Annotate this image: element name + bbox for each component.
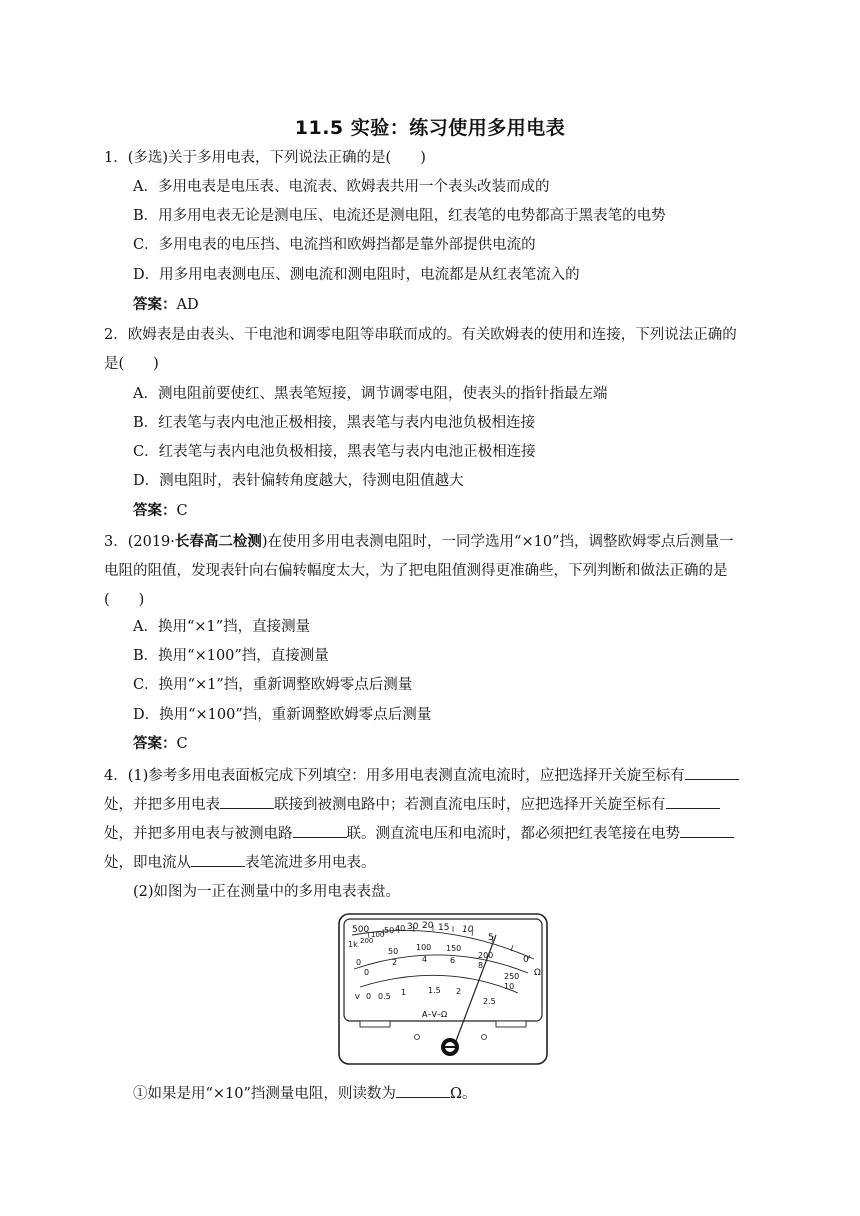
dc10-label-6: 6	[450, 956, 456, 965]
question-4-part-2: (2)如图为一正在测量中的多用电表表盘。	[133, 884, 401, 900]
multimeter-dial-figure	[338, 913, 548, 1065]
blank-1[interactable]	[685, 765, 739, 780]
ohm-label-10: 10	[462, 925, 474, 935]
dc250-label-100: 100	[416, 943, 432, 952]
question-1-option-b: B．用多用电表无论是测电压、电流还是测电阻，红表笔的电势都高于黑表笔的电势	[133, 208, 666, 224]
ohm-label-100: 100	[371, 931, 385, 939]
question-3-source: 长春高二检测	[174, 534, 262, 550]
question-3-stem-line-3: ( )	[104, 592, 145, 608]
question-2-stem-line-1: 2．欧姆表是由表头、干电池和调零电阻等串联而成的。有关欧姆表的使用和连接，下列说法正确的	[104, 327, 737, 343]
dc250-label-150: 150	[446, 944, 462, 953]
ohm-unit-label: Ω	[534, 968, 541, 978]
question-2-stem-line-2: 是( )	[104, 356, 159, 372]
ohm-label-500: 500	[352, 925, 370, 935]
question-2-option-c: C．红表笔与表内电池负极相接，黑表笔与表内电池正极相连接	[133, 444, 536, 460]
blank-3[interactable]	[666, 794, 720, 809]
ac-label-0.5: 0.5	[378, 992, 391, 1001]
question-2-option-d: D．测电阻时，表针偏转角度越大，待测电阻值越大	[133, 473, 464, 489]
question-3-option-a: A．换用“×1”挡，直接测量	[133, 619, 311, 635]
ac-label-0: 0	[366, 992, 372, 1001]
unit-label: A–V–Ω	[422, 1010, 448, 1019]
blank-7[interactable]	[396, 1083, 450, 1098]
dc10-label-0: 0	[364, 968, 370, 977]
question-1-option-c: C．多用电表的电压挡、电流挡和欧姆挡都是靠外部提供电流的	[133, 237, 536, 253]
dc250-label-250: 250	[504, 972, 520, 981]
ohm-label-30: 30	[407, 922, 419, 932]
page-title: 11.5 实验：练习使用多用电表	[294, 117, 566, 139]
blank-4[interactable]	[293, 823, 347, 838]
question-3-option-c: C．换用“×1”挡，重新调整欧姆零点后测量	[133, 677, 413, 693]
ohm-label-40: 40	[395, 924, 406, 933]
question-2-option-a: A．测电阻前要使红、黑表笔短接，调节调零电阻，使表头的指针指最左端	[133, 386, 608, 402]
ohm-label-200: 200	[360, 937, 374, 945]
ohm-label-50: 50	[384, 926, 395, 935]
question-2-answer: 答案：C	[133, 503, 188, 519]
screw-right	[482, 1035, 487, 1040]
dc250-label-50: 50	[388, 947, 399, 956]
question-3-stem-line-1: 3．(2019·长春高二检测)在使用多用电表测电阻时，一同学选用“×10”挡，调整欧姆零点后测量一	[104, 534, 734, 550]
question-1-answer: 答案：AD	[133, 297, 199, 313]
ohm-label-20: 20	[422, 921, 434, 931]
dc250-label-0: 0	[356, 958, 362, 967]
dc10-label-8: 8	[478, 961, 484, 970]
ac-label-2.5: 2.5	[483, 997, 496, 1006]
question-3-option-d: D．换用“×100”挡，重新调整欧姆零点后测量	[133, 707, 432, 723]
dc10-label-10: 10	[504, 982, 515, 991]
question-2-option-b: B．红表笔与表内电池正极相接，黑表笔与表内电池负极相连接	[133, 415, 536, 431]
dc10-label-4: 4	[422, 955, 428, 964]
question-4-sub-1: ①如果是用“×10”挡测量电阻，则读数为 Ω。	[133, 1083, 476, 1104]
question-4-line-4: 处，即电流从 表笔流进多用电表。	[104, 852, 376, 873]
ac-label-1.5: 1.5	[428, 986, 441, 995]
question-4-line-3: 处，并把多用电表与被测电路 联。测直流电压和电流时，都必须把红表笔接在电势	[104, 823, 734, 844]
ac-label-2: 2	[456, 987, 462, 996]
blank-6[interactable]	[191, 852, 245, 867]
ohm-label-1k: 1k	[348, 940, 358, 949]
ohm-label-0: 0	[523, 955, 529, 965]
left-mount	[360, 1021, 390, 1027]
question-1-stem: 1．(多选)关于多用电表，下列说法正确的是( )	[104, 150, 426, 166]
blank-2[interactable]	[220, 794, 274, 809]
dc250-label-200: 200	[478, 951, 494, 960]
question-3-answer: 答案：C	[133, 736, 188, 752]
blank-5[interactable]	[680, 823, 734, 838]
dc10-label-2: 2	[392, 958, 398, 967]
question-4-line-2: 处，并把多用电表 联接到被测电路中；若测直流电压时，应把选择开关旋至标有	[104, 794, 720, 815]
zero-adjust-slot	[445, 1046, 455, 1048]
question-3-option-b: B．换用“×100”挡，直接测量	[133, 648, 329, 664]
right-mount	[496, 1021, 526, 1027]
question-1-option-a: A．多用电表是电压表、电流表、欧姆表共用一个表头改装而成的	[133, 179, 550, 195]
ohm-label-5: 5	[488, 933, 494, 943]
question-3-stem-line-2: 电阻的阻值，发现表针向右偏转幅度太大，为了把电阻值测得更准确些，下列判断和做法正确的是	[104, 563, 728, 579]
v-label: V	[355, 993, 360, 1001]
question-1-option-d: D．用多用电表测电压、测电流和测电阻时，电流都是从红表笔流入的	[133, 267, 580, 283]
ohm-label-15: 15	[438, 923, 450, 933]
question-4-line-1: 4．(1)参考多用电表面板完成下列填空：用多用电表测直流电流时，应把选择开关旋至标有	[104, 765, 739, 786]
screw-left	[415, 1035, 420, 1040]
ac-label-1: 1	[401, 988, 407, 997]
